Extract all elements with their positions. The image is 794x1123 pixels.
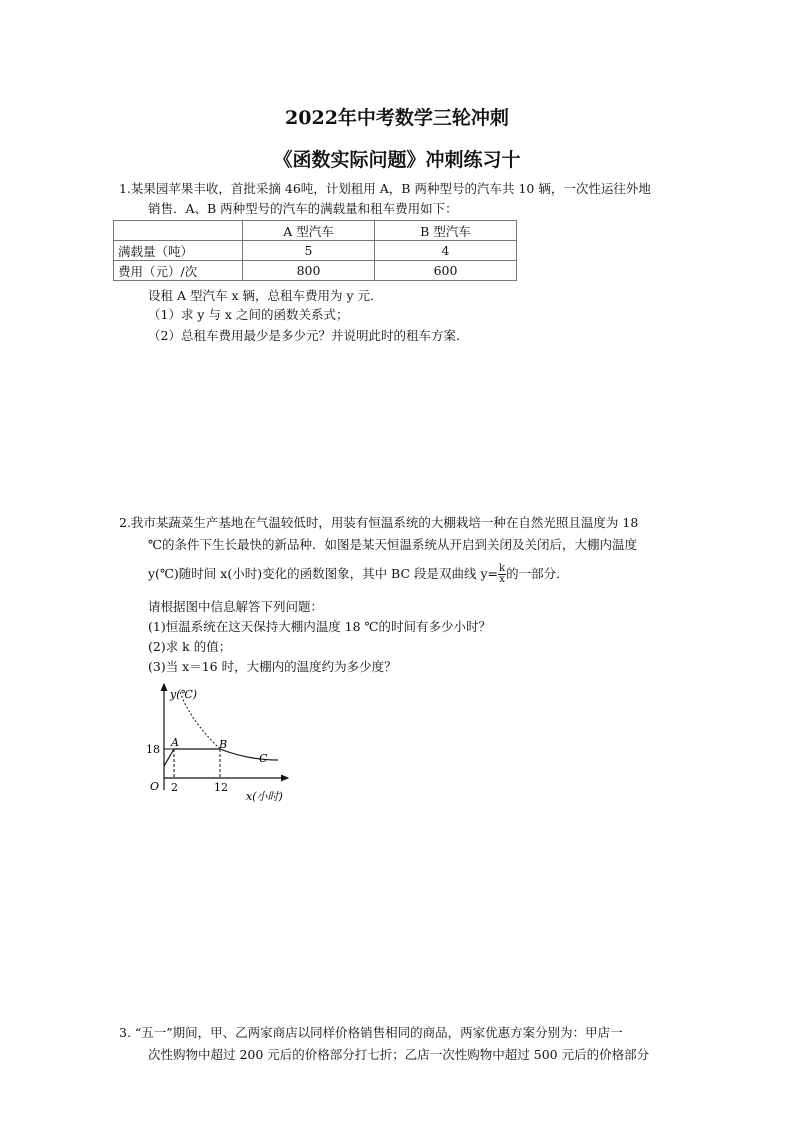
temperature-graph bbox=[140, 678, 300, 810]
segment-bc-curve bbox=[220, 749, 278, 760]
q1-line-1: 1.某果园苹果丰收，首批采摘 46吨，计划租用 A，B 两种型号的汽车共 10 辆，一次性运往外地 bbox=[119, 181, 651, 196]
q2-line-3-text: y(℃)随时间 x(小时)变化的函数图象，其中 BC 段是双曲线 y= bbox=[148, 566, 499, 581]
q1-part-2: （2）总租车费用最少是多少元？并说明此时的租车方案． bbox=[148, 328, 469, 343]
q3-line-1: 3. “五一”期间，甲、乙两家商店以同样价格销售相同的商品，两家优惠方案分别为：甲店一 bbox=[119, 1025, 623, 1040]
q2-line-3 bbox=[148, 564, 569, 585]
y-tick-18: 18 bbox=[146, 743, 160, 756]
table-header-cell: B 型汽车 bbox=[375, 221, 517, 241]
q1-line-3: 设租 A 型汽车 x 辆，总租车费用为 y 元． bbox=[148, 288, 383, 303]
q3-line-2: 次性购物中超过 200 元后的价格部分打七折；乙店一次性购物中超过 500 元后的价格部分 bbox=[148, 1047, 650, 1062]
x-tick-2: 2 bbox=[171, 781, 178, 794]
page-title: 2022年中考数学三轮冲刺 bbox=[285, 107, 509, 129]
q2-part-2: (2)求 k 的值； bbox=[148, 639, 232, 654]
page-subtitle: 《函数实际问题》冲刺练习十 bbox=[273, 149, 521, 171]
table-header-row bbox=[114, 221, 517, 241]
origin-label: O bbox=[150, 780, 160, 793]
q2-line-3-suffix: 的一部分． bbox=[506, 566, 569, 581]
table-cell: 满载量（吨） bbox=[114, 241, 243, 261]
q1-part-1: （1）求 y 与 x 之间的函数关系式； bbox=[148, 307, 349, 322]
y-axis-label: y(℃) bbox=[170, 688, 198, 701]
fraction-numerator: k bbox=[499, 563, 506, 574]
q1-line-2: 销售．A、B 两种型号的汽车的满载量和租车费用如下： bbox=[148, 201, 458, 216]
label-b: B bbox=[219, 738, 228, 751]
table-header-cell: A 型汽车 bbox=[243, 221, 375, 241]
fraction-denominator: x bbox=[499, 574, 505, 585]
segment-oa bbox=[164, 749, 174, 766]
x-tick-12: 12 bbox=[214, 781, 228, 794]
table-cell: 5 bbox=[243, 241, 375, 261]
table-cell: 600 bbox=[375, 261, 517, 281]
table-row bbox=[114, 241, 517, 261]
label-c: C bbox=[259, 752, 268, 765]
label-a: A bbox=[171, 736, 179, 749]
q2-prompt: 请根据图中信息解答下列问题： bbox=[148, 599, 324, 614]
q2-line-1: 2.我市某蔬菜生产基地在气温较低时，用装有恒温系统的大棚栽培一种在自然光照且温度为 18 bbox=[119, 515, 639, 530]
q2-part-3: (3)当 x＝16 时，大棚内的温度约为多少度？ bbox=[148, 659, 397, 674]
table-cell: 4 bbox=[375, 241, 517, 261]
vehicle-table bbox=[113, 220, 517, 281]
table-cell: 800 bbox=[243, 261, 375, 281]
q2-line-2: ℃的条件下生长最快的新品种．如图是某天恒温系统从开启到关闭及关闭后，大棚内温度 bbox=[148, 537, 637, 552]
table-row bbox=[114, 261, 517, 281]
x-axis-label: x(小时) bbox=[246, 790, 283, 803]
q2-part-1: (1)恒温系统在这天保持大棚内温度 18 ℃的时间有多少小时？ bbox=[148, 619, 492, 634]
table-header-cell bbox=[114, 221, 243, 241]
k-over-x-fraction bbox=[498, 564, 506, 585]
table-cell: 费用（元）/次 bbox=[114, 261, 243, 281]
